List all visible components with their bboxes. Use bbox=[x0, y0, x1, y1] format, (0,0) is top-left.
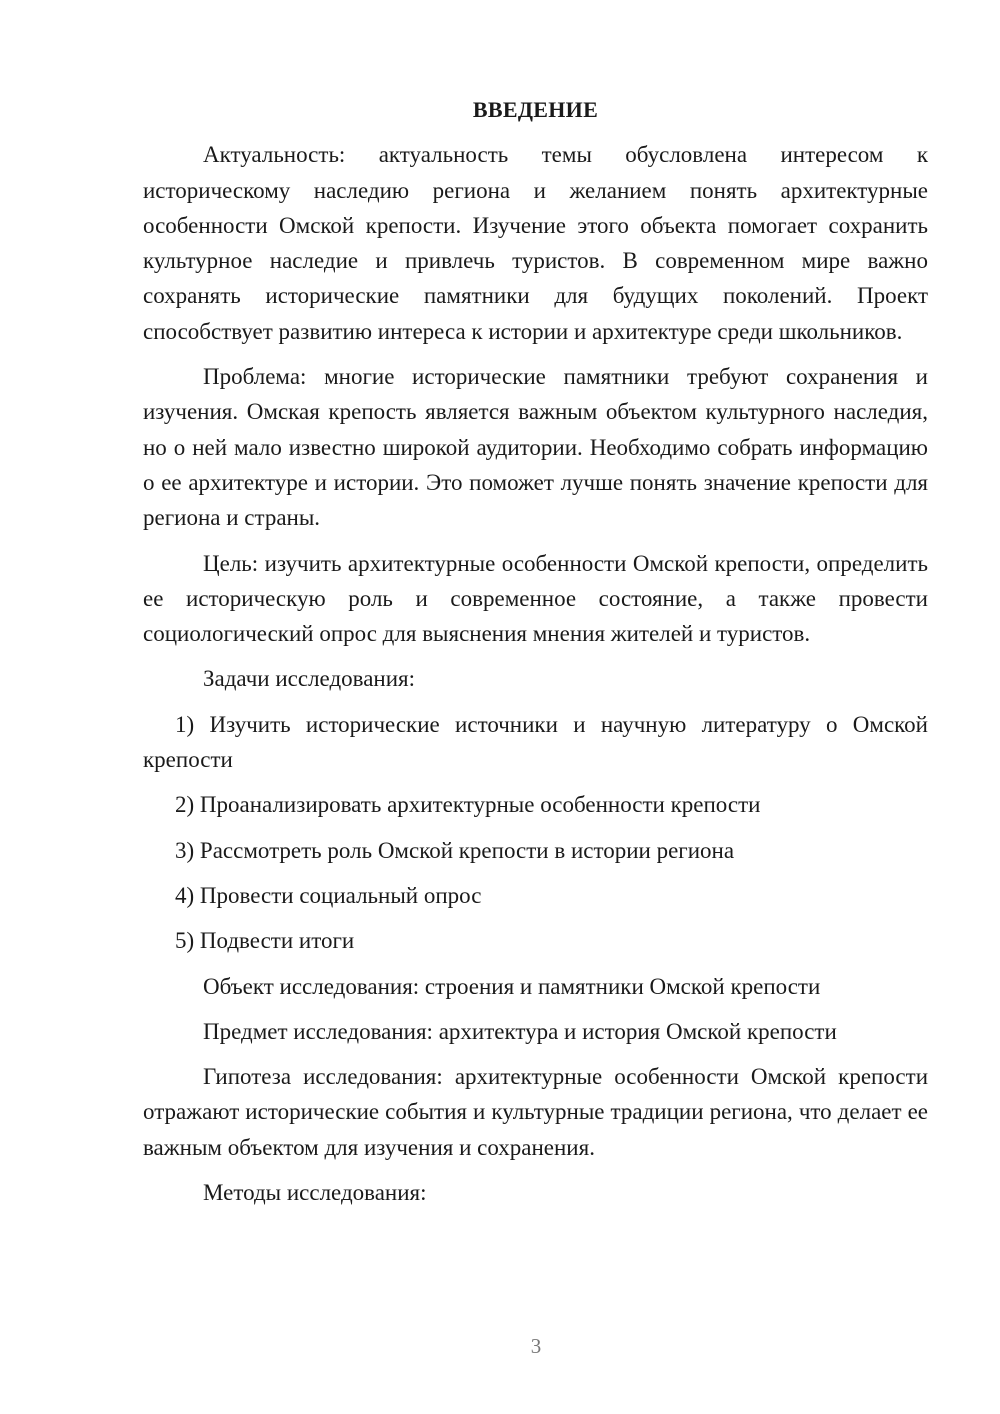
task-item-1: 1) Изучить исторические источники и научную литературу о Омской крепости bbox=[143, 711, 928, 773]
task-item-5: 5) Подвести итоги bbox=[175, 928, 355, 954]
subject-paragraph: Предмет исследования: архитектура и история Омской крепости bbox=[203, 1018, 837, 1044]
task-item-3: 3) Рассмотреть роль Омской крепости в истории региона bbox=[175, 837, 735, 863]
task-item-2: 2) Проанализировать архитектурные особенности крепости bbox=[175, 792, 761, 818]
task-item-4: 4) Провести социальный опрос bbox=[175, 882, 482, 908]
methods-title: Методы исследования: bbox=[203, 1180, 427, 1206]
goal-paragraph: Цель: изучить архитектурные особенности Омской крепости, определить ее историческую роль и современное состояние, а также провести социологический опрос для выяснения мнения жителей и туристов. bbox=[143, 550, 928, 647]
relevance-paragraph: Актуальность: актуальность темы обусловлена интересом к историческому наследию региона и желанием понять архитектурные особенности Омской крепости. Изучение этого объекта помогает сохранить культурное наследие и привлечь туристов. В современном мире важно сохранять исторические памятники для будущих поколений. Проект способствует развитию интереса к истории и архитектуре среди школьников. bbox=[143, 142, 928, 344]
document-page bbox=[143, 92, 928, 1220]
tasks-title: Задачи исследования: bbox=[203, 666, 416, 692]
object-paragraph: Объект исследования: строения и памятники Омской крепости bbox=[203, 973, 821, 999]
hypothesis-paragraph: Гипотеза исследования: архитектурные особенности Омской крепости отражают исторические события и культурные традиции региона, что делает ее важным объектом для изучения и сохранения. bbox=[143, 1064, 928, 1160]
page-number: 3 bbox=[530, 1334, 542, 1358]
page-title: ВВЕДЕНИЕ bbox=[472, 97, 599, 122]
problem-paragraph: Проблема: многие исторические памятники требуют сохранения и изучения. Омская крепость является важным объектом культурного наследия, но о ней мало известно широкой аудитории. Необходимо собрать информацию о ее архитектуре и истории. Это поможет лучше понять значение крепости для региона и страны. bbox=[143, 364, 928, 531]
